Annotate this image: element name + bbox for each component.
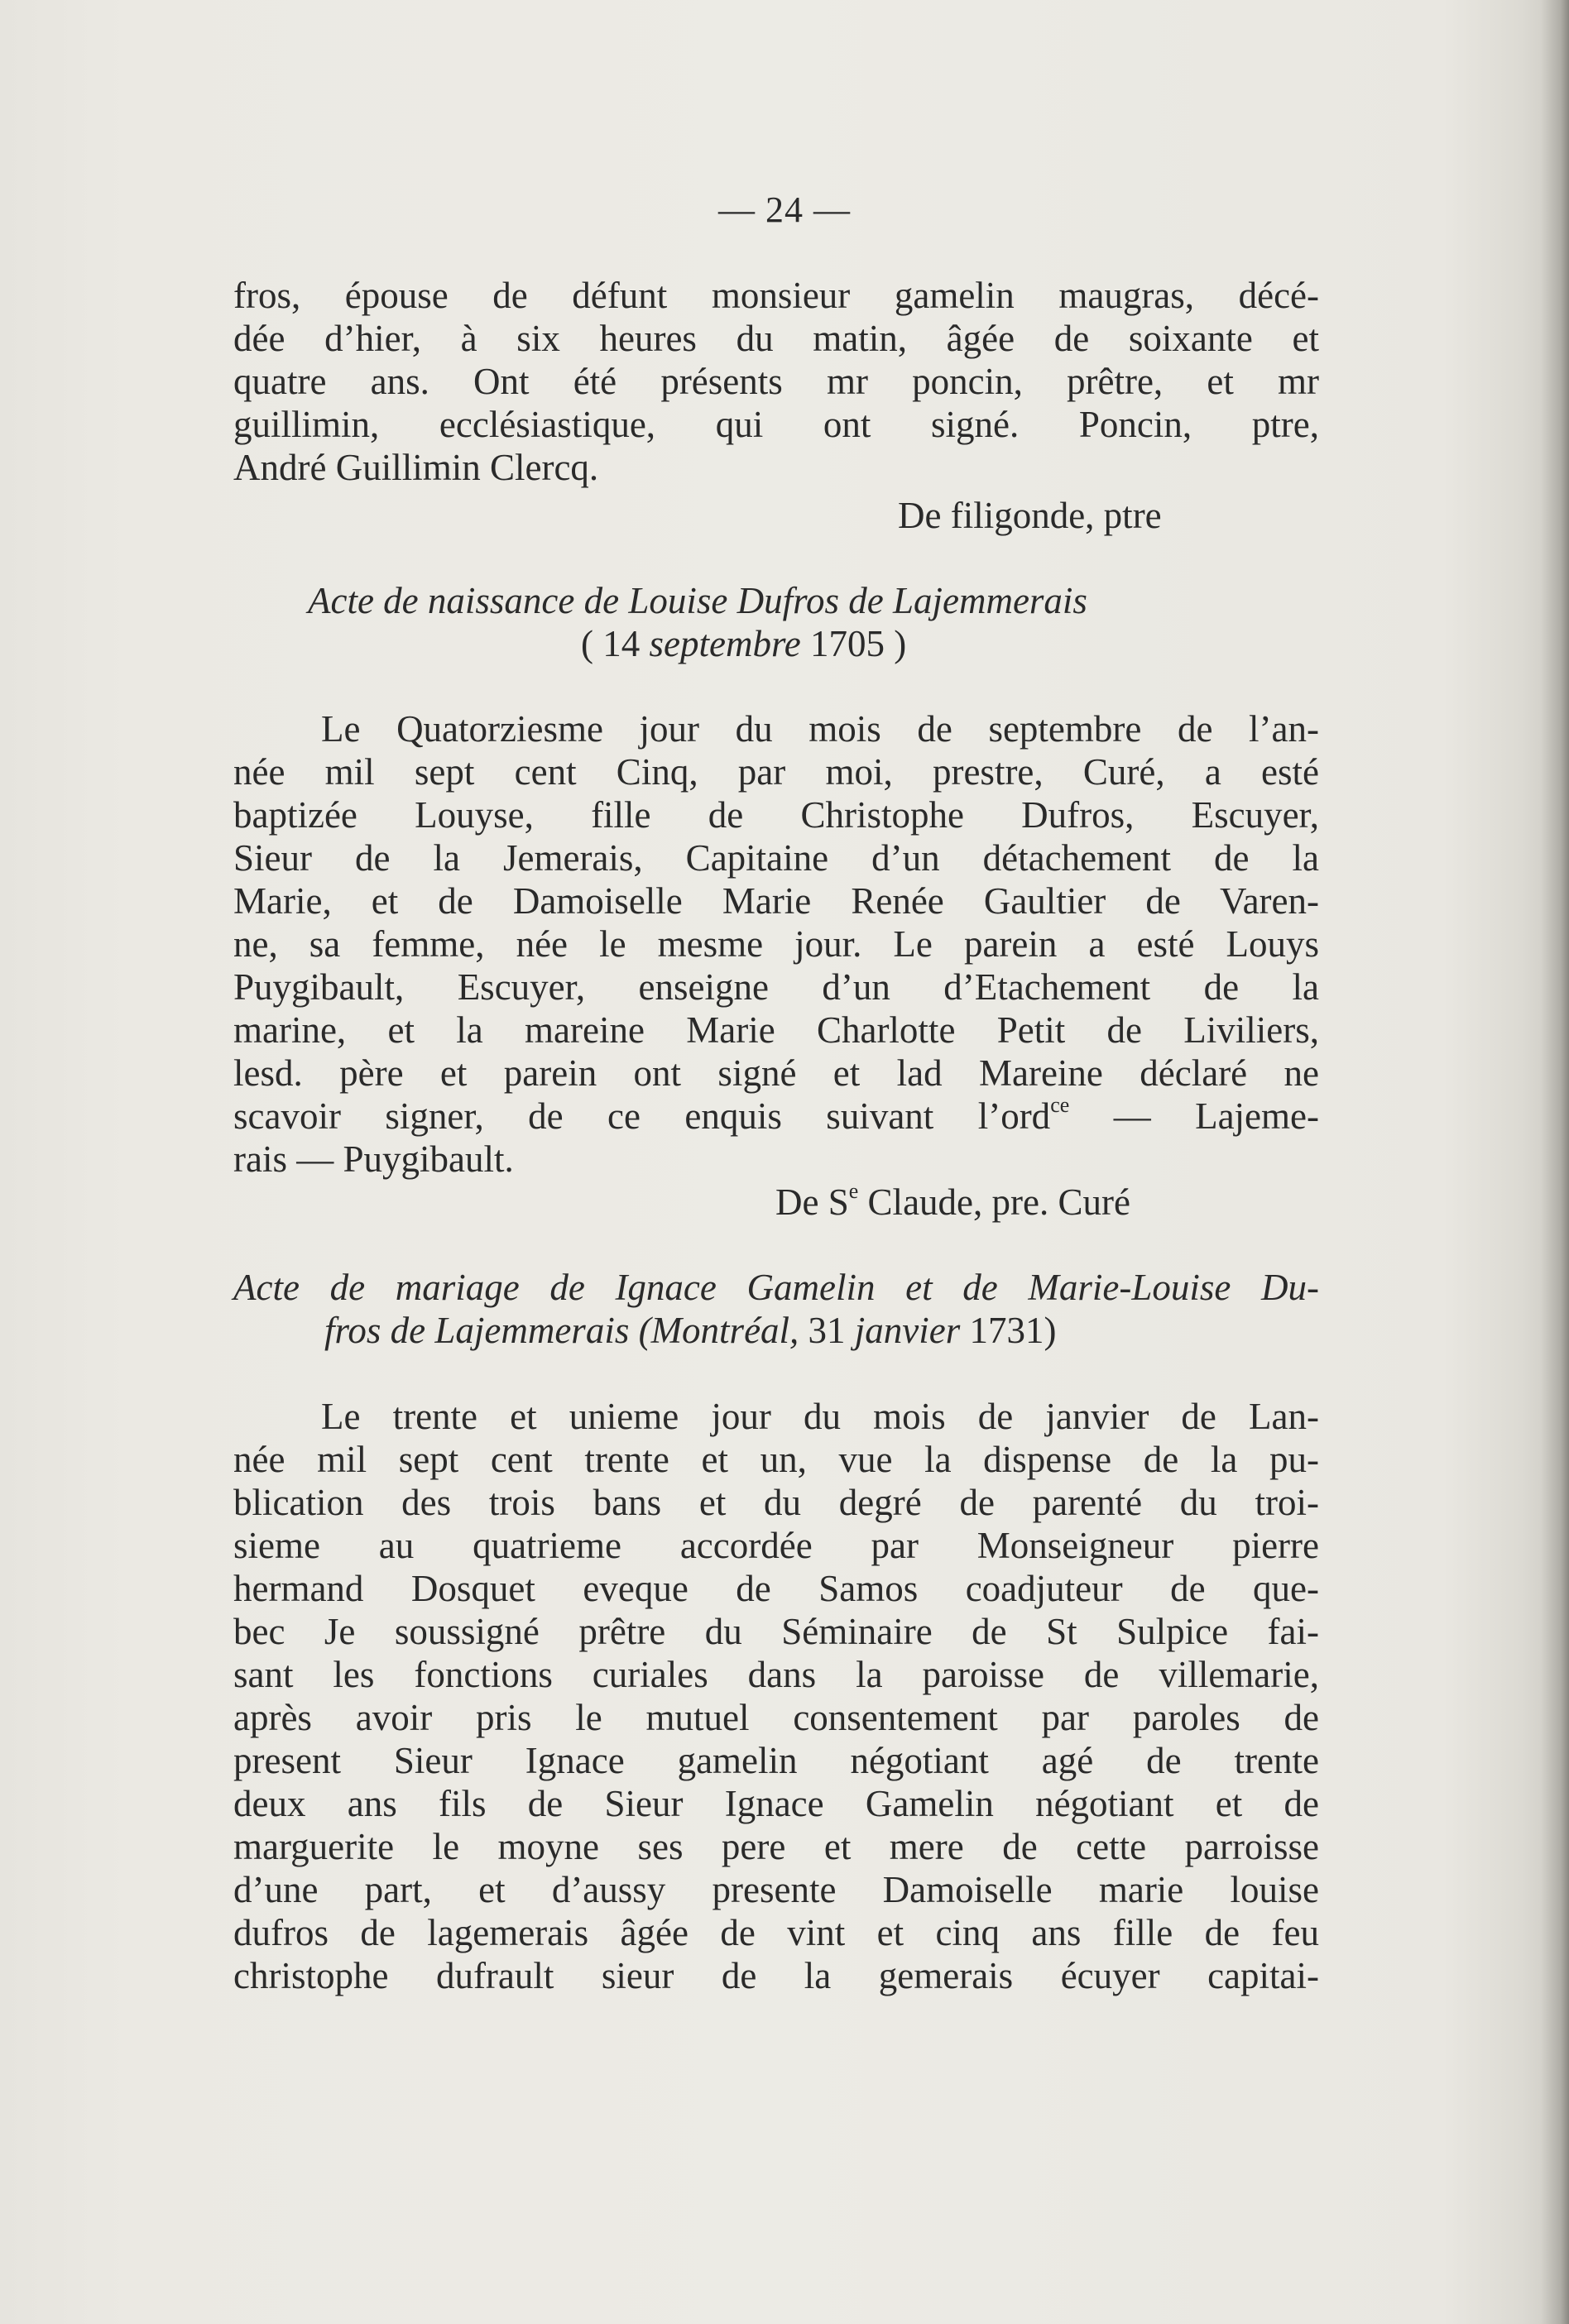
signature-filigonde: De filigonde, ptre	[898, 495, 1162, 536]
text-line: baptizée Louyse, fille de Christophe Dufros, Escuyer,	[233, 794, 1319, 836]
text-line: marguerite le moyne ses pere et mere de cette parroisse	[233, 1826, 1319, 1867]
text-line: Marie, et de Damoiselle Marie Renée Gaultier de Varen-	[233, 880, 1319, 922]
heading-birth-date	[581, 622, 906, 665]
text-line	[233, 1095, 1319, 1138]
date-year: 1705	[810, 623, 885, 664]
text-line: née mil sept cent Cinq, par moi, prestre, Curé, a esté	[233, 751, 1319, 793]
text-line: née mil sept cent trente et un, vue la dispense de la pu-	[233, 1439, 1319, 1480]
superscript: e	[848, 1179, 859, 1203]
text-fragment: De S	[775, 1181, 849, 1223]
text-line: Le Quatorziesme jour du mois de septembre de l’an-	[321, 708, 1319, 750]
heading-marriage-act: Acte de mariage de Ignace Gamelin et de Marie-Louise Du-	[233, 1267, 1319, 1308]
text-line: hermand Dosquet eveque de Samos coadjuteur de que-	[233, 1568, 1319, 1609]
paragraph-marriage-record	[233, 1395, 1319, 1997]
text-line: ne, sa femme, née le mesme jour. Le parein a esté Louys	[233, 923, 1319, 965]
text-line: André Guillimin Clercq.	[233, 447, 599, 488]
paren-close: )	[885, 623, 907, 664]
text-fragment: Claude, pre. Curé	[858, 1181, 1130, 1223]
text-line: dée d’hier, à six heures du matin, âgée de soixante et	[233, 318, 1319, 359]
page-edge-shadow	[1541, 0, 1569, 2324]
text-fragment: fros de Lajemmerais (Montréal,	[324, 1310, 808, 1351]
text-line: Le trente et unieme jour du mois de janvier de Lan-	[321, 1396, 1319, 1437]
paragraph-birth-record	[233, 707, 1319, 1181]
text-line: present Sieur Ignace gamelin négotiant agé de trente	[233, 1740, 1319, 1781]
text-line: blication des trois bans et du degré de parenté du troi-	[233, 1482, 1319, 1523]
text-line: rais — Puygibault.	[233, 1138, 514, 1180]
superscript: ce	[1050, 1095, 1070, 1117]
text-line: fros, épouse de défunt monsieur gamelin maugras, décé-	[233, 275, 1319, 316]
text-line: après avoir pris le mutuel consentement par paroles de	[233, 1697, 1319, 1738]
date-year: 1731	[969, 1310, 1044, 1351]
text-line: bec Je soussigné prêtre du Séminaire de St Sulpice fai-	[233, 1611, 1319, 1652]
text-line: Sieur de la Jemerais, Capitaine d’un détachement de la	[233, 837, 1319, 879]
signature-claude	[775, 1181, 1130, 1224]
text-line: dufros de lagemerais âgée de vint et cinq ans fille de feu	[233, 1912, 1319, 1953]
text-line: d’une part, et d’aussy presente Damoiselle marie louise	[233, 1869, 1319, 1910]
paragraph-burial-continuation	[233, 274, 1319, 489]
heading-birth-act: Acte de naissance de Louise Dufros de Lajemmerais	[308, 580, 1087, 621]
text-line: quatre ans. Ont été présents mr poncin, prêtre, et mr	[233, 361, 1319, 402]
text-line: sieme au quatrieme accordée par Monseigneur pierre	[233, 1525, 1319, 1566]
date-month: janvier	[845, 1310, 970, 1351]
text-line: deux ans fils de Sieur Ignace Gamelin négotiant et de	[233, 1783, 1319, 1824]
text-line: lesd. père et parein ont signé et lad Mareine déclaré ne	[233, 1052, 1319, 1094]
paren-close: )	[1044, 1310, 1057, 1351]
text-line: Puygibault, Escuyer, enseigne d’un d’Etachement de la	[233, 966, 1319, 1008]
text-line: guillimin, ecclésiastique, qui ont signé. Poncin, ptre,	[233, 404, 1319, 445]
date-day: 31	[808, 1310, 846, 1351]
text-fragment: scavoir signer, de ce enquis suivant l’ord	[233, 1095, 1051, 1137]
date-month: septembre	[640, 623, 811, 664]
text-line: marine, et la mareine Marie Charlotte Petit de Liviliers,	[233, 1009, 1319, 1051]
text-line: sant les fonctions curiales dans la paroisse de villemarie,	[233, 1654, 1319, 1695]
text-fragment: — Lajeme-	[1069, 1095, 1319, 1137]
paren-open: (	[581, 623, 603, 664]
date-day: 14	[602, 623, 641, 664]
text-line: christophe dufrault sieur de la gemerais écuyer capitai-	[233, 1955, 1319, 1996]
heading-marriage-place-date	[324, 1309, 1057, 1352]
page-number: — 24 —	[718, 189, 851, 230]
